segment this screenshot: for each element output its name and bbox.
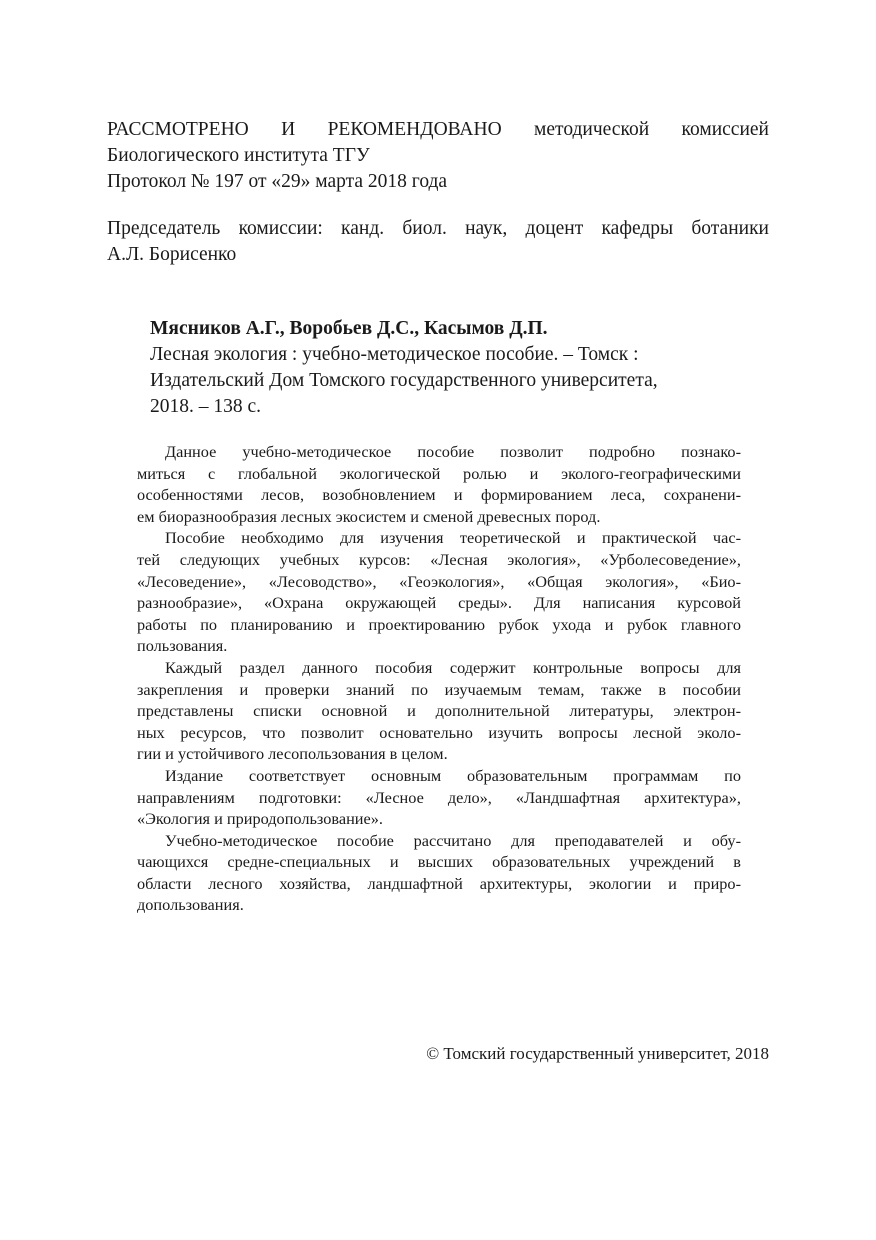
approval-line-2: Биологического института ТГУ [107,145,370,166]
abstract-paragraph [137,527,741,657]
abstract-paragraph [137,765,741,830]
abstract-line: работы по планированию и проектированию рубок ухода и рубок главного [137,614,741,634]
abstract-line: закрепления и проверки знаний по изучаемым темам, также в пособии [137,679,741,699]
abstract-line: разнообразие», «Охрана окружающей среды». Для написания курсовой [137,593,741,613]
abstract-line: тей следующих учебных курсов: «Лесная экология», «Урболесоведение», [137,549,741,569]
abstract-line: Учебно-методическое пособие рассчитано для преподавателей и обу- [165,830,741,850]
abstract [137,441,741,916]
biblio-line-2: Лесная экология : учебно-методическое пособие. – Томск : [150,344,639,365]
abstract-line: Пособие необходимо для изучения теоретической и практической час- [165,528,741,548]
abstract-line: области лесного хозяйства, ландшафтной архитектуры, экологии и приро- [137,873,741,893]
biblio-line-4: 2018. – 138 с. [150,396,262,417]
abstract-line: миться с глобальной экологической ролью и эколого-географическими [137,463,741,483]
abstract-line: представлены списки основной и дополнительной литературы, электрон- [137,701,741,721]
abstract-line: направлениям подготовки: «Лесное дело», «Ландшафтная архитектура», [137,787,741,807]
abstract-line: чающихся средне-специальных и высших образовательных учреждений в [137,852,741,872]
authors: Мясников А.Г., Воробьев Д.С., Касымов Д.П. [150,318,548,339]
abstract-line: ных ресурсов, что позволит основательно изучить вопросы лесной эколо- [137,722,741,742]
abstract-line: пользования. [137,636,228,656]
chair-block [107,216,769,268]
bibliographic-entry [150,316,750,420]
abstract-line: допользования. [137,895,244,915]
approval-block [107,117,769,195]
approval-line-1: РАССМОТРЕНО И РЕКОМЕНДОВАНО методической комиссией [107,119,769,140]
abstract-line: Каждый раздел данного пособия содержит контрольные вопросы для [165,657,741,677]
abstract-paragraph [137,441,741,527]
abstract-line: ем биоразнообразия лесных экосистем и сменой древесных пород. [137,506,601,526]
chair-line-1: Председатель комиссии: канд. биол. наук, доцент кафедры ботаники [107,218,769,239]
abstract-line: особенностями лесов, возобновлением и формированием леса, сохранени- [137,485,741,505]
abstract-line: Издание соответствует основным образовательным программам по [165,765,741,785]
biblio-line-3: Издательский Дом Томского государственного университета, [150,370,658,391]
abstract-line: Данное учебно-методическое пособие позволит подробно познако- [165,442,741,461]
approval-line-3: Протокол № 197 от «29» марта 2018 года [107,171,448,192]
abstract-line: «Экология и природопользование». [137,809,383,829]
copyright-notice: © Томский государственный университет, 2018 [426,1044,769,1063]
abstract-line: «Лесоведение», «Лесоводство», «Геоэкология», «Общая экология», «Био- [137,571,741,591]
abstract-line: гии и устойчивого лесопользования в целом. [137,744,448,764]
abstract-paragraph [137,657,741,765]
abstract-paragraph [137,830,741,916]
chair-line-2: А.Л. Борисенко [107,244,237,265]
